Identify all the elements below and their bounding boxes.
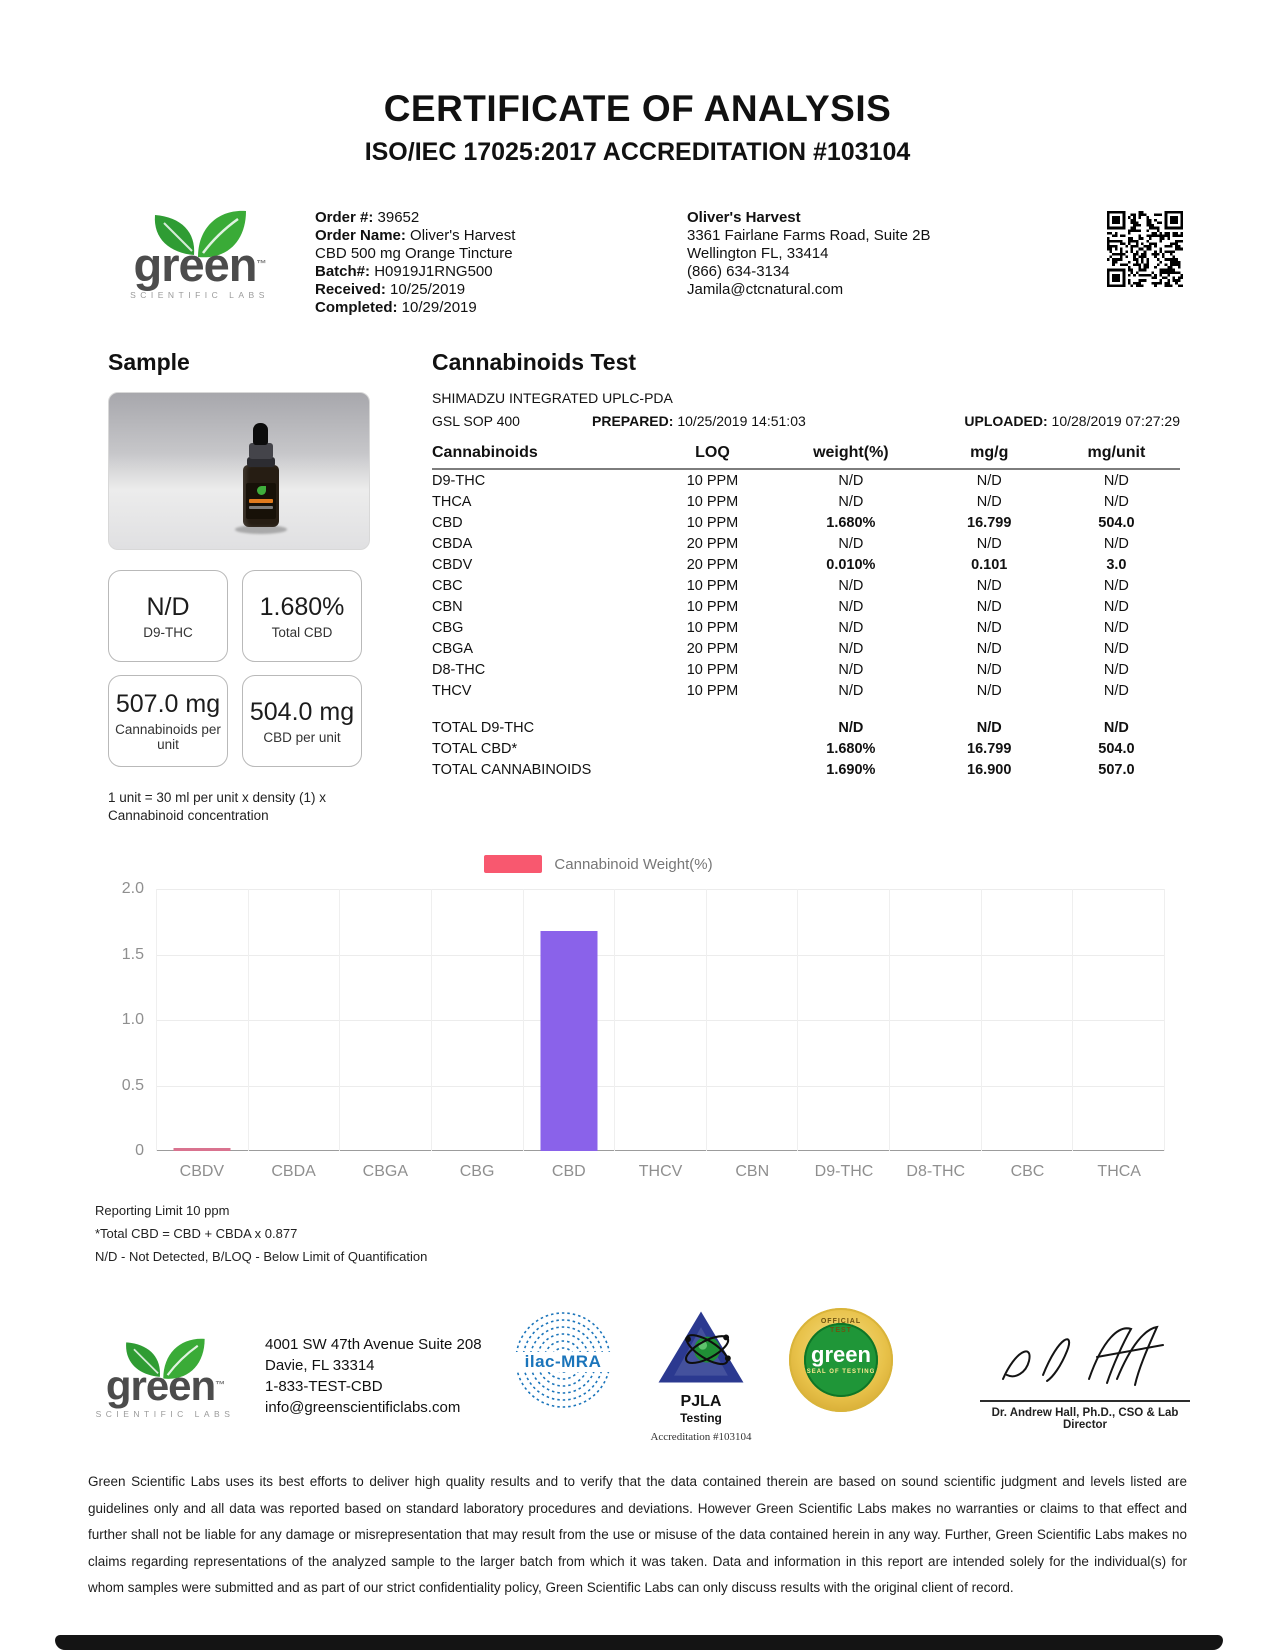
table-row: CBGA 20 PPM N/D N/D N/D <box>432 640 1129 657</box>
stat-cannabinoids-per-unit: 507.0 mg Cannabinoids per unit <box>108 675 228 767</box>
lab-email: info@greenscientificlabs.com <box>265 1398 461 1416</box>
legal-disclaimer: Green Scientific Labs uses its best efforts to deliver high quality results and to verify that the data contained therein are based on sound scientific judgment and levels listed are guidelines only and all data was reported based on standard laboratory procedures and deviations. However Green Scientific Labs makes no warranties or claims to that effect and further shall not be liable for any damage or misrepresentation that may result from the use or misuse of the data contained herein in any way. Further, Green Scientific Labs makes no claims regarding representations of the analyzed sample to the larger batch from which it was taken. Data and information in this report are intended solely for the individual(s) for whom samples were submitted and as part of our strict confidentiality policy, Green Scientific Labs can only discuss results with the original client of record. <box>88 1474 1187 1595</box>
chart-cell <box>523 889 615 1151</box>
table-row: THCV 10 PPM N/D N/D N/D <box>432 682 1129 699</box>
cannabinoid-table <box>432 441 1180 780</box>
green-scientific-labs-logo <box>112 203 287 300</box>
completed-date: Completed: 10/29/2019 <box>315 299 477 316</box>
chart-cell <box>614 889 706 1151</box>
received-date: Received: 10/25/2019 <box>315 281 466 298</box>
batch-number: Batch#: H0919J1RNG500 <box>315 263 493 280</box>
page-title: CERTIFICATE OF ANALYSIS <box>383 88 892 129</box>
legend-swatch <box>484 855 542 873</box>
ilac-mra-label: ilac-MRA <box>513 1352 613 1372</box>
instrument-name: SHIMADZU INTEGRATED UPLC-PDA <box>432 390 673 406</box>
table-row: CBN 10 PPM N/D N/D N/D <box>432 598 1129 615</box>
x-tick-label: D8-THC <box>906 1163 966 1180</box>
stat-d9-thc: N/D D9-THC <box>108 570 228 662</box>
sop-row <box>432 413 1180 429</box>
y-tick-label: 0.5 <box>121 1076 144 1094</box>
logo-subtext: SCIENTIFIC LABS <box>130 290 269 300</box>
logo-brand: green™ <box>105 1362 225 1409</box>
table-row: CBDV 20 PPM 0.010% 0.101 3.0 <box>432 556 1127 573</box>
bar-cbd <box>540 931 597 1151</box>
footnote-total-cbd-formula: *Total CBD = CBD + CBDA x 0.877 <box>95 1226 298 1241</box>
chart-y-axis <box>112 880 156 1159</box>
x-tick-label: CBC <box>1010 1163 1045 1180</box>
table-row: CBC 10 PPM N/D N/D N/D <box>432 577 1129 594</box>
page-subtitle: ISO/IEC 17025:2017 ACCREDITATION #103104 <box>364 138 911 166</box>
signature-icon <box>985 1321 1185 1393</box>
table-row: D9-THC 10 PPM N/D N/D N/D <box>432 472 1129 489</box>
y-tick-label: 2.0 <box>121 880 144 897</box>
pjla-label: PJLA <box>680 1393 722 1410</box>
pjla-logo <box>641 1308 761 1443</box>
table-row: CBD 10 PPM 1.680% 16.799 504.0 <box>432 514 1135 531</box>
total-row: TOTAL D9-THC N/D N/D N/D <box>432 719 1129 736</box>
main-content <box>108 349 1180 825</box>
order-name-line2: CBD 500 mg Orange Tincture <box>315 245 513 262</box>
sample-photo <box>108 392 370 550</box>
signer-name-title: Dr. Andrew Hall, Ph.D., CSO & Lab Director <box>980 1400 1190 1431</box>
table-row: CBG 10 PPM N/D N/D N/D <box>432 619 1129 636</box>
prepared-timestamp: PREPARED: 10/25/2019 14:51:03 <box>592 413 806 429</box>
logo-subtext: SCIENTIFIC LABS <box>95 1409 235 1419</box>
x-tick-label: THCV <box>638 1163 683 1180</box>
client-email: Jamila@ctcnatural.com <box>687 281 844 298</box>
y-tick-label: 0 <box>135 1142 144 1159</box>
chart-cell <box>889 889 981 1151</box>
legend-label: Cannabinoid Weight(%) <box>554 855 713 873</box>
unit-definition-note: 1 unit = 30 ml per unit x density (1) x Cannabinoid concentration <box>108 790 326 823</box>
result-stat-boxes <box>108 570 374 767</box>
chart-cell <box>706 889 798 1151</box>
seal-inner: green SEAL OF TESTING <box>804 1323 878 1397</box>
header-info-row <box>112 203 1183 317</box>
chart-cell <box>156 889 248 1151</box>
x-tick-label: CBDV <box>179 1163 225 1180</box>
order-info <box>315 203 615 317</box>
qr-code <box>1107 203 1183 292</box>
pjla-sublabel: Testing <box>680 1411 722 1425</box>
signature-block <box>980 1321 1190 1431</box>
chart-x-axis <box>156 1163 1165 1181</box>
client-address1: 3361 Fairlane Farms Road, Suite 2B <box>687 227 931 244</box>
tincture-bottle-image <box>241 423 281 535</box>
chart-footnotes <box>95 1199 1275 1268</box>
footnote-reporting-limit: Reporting Limit 10 ppm <box>95 1203 230 1218</box>
test-heading: Cannabinoids Test <box>432 349 637 375</box>
footer <box>85 1308 1190 1443</box>
client-phone: (866) 634-3134 <box>687 263 790 280</box>
order-name: Order Name: Oliver's Harvest <box>315 227 516 244</box>
green-scientific-labs-logo-footer <box>85 1332 245 1419</box>
cannabinoid-table-body <box>432 469 1180 701</box>
x-tick-label: D9-THC <box>814 1163 874 1180</box>
table-row: CBDA 20 PPM N/D N/D N/D <box>432 535 1129 552</box>
chart-cell <box>248 889 340 1151</box>
stat-cbd-per-unit: 504.0 mg CBD per unit <box>242 675 362 767</box>
client-address2: Wellington FL, 33414 <box>687 245 829 262</box>
x-tick-label: CBDA <box>271 1163 316 1180</box>
table-header: Cannabinoids LOQ weight(%) mg/g mg/unit <box>432 441 1180 469</box>
chart-cell <box>339 889 431 1151</box>
trademark-symbol: ™ <box>215 1380 225 1391</box>
trademark-symbol: ™ <box>256 259 266 270</box>
pjla-accreditation-number: Accreditation #103104 <box>650 1431 752 1443</box>
uploaded-timestamp: UPLOADED: 10/28/2019 07:27:29 <box>964 413 1180 429</box>
x-tick-label: CBN <box>735 1163 770 1180</box>
x-tick-label: THCA <box>1097 1163 1141 1180</box>
client-name: Oliver's Harvest <box>687 209 801 226</box>
stat-total-cbd: 1.680% Total CBD <box>242 570 362 662</box>
page-bottom-border <box>55 1635 1223 1650</box>
x-tick-label: CBD <box>551 1163 586 1180</box>
cannabinoids-test-section <box>432 349 1180 825</box>
logo-brand: green™ <box>133 238 266 291</box>
y-tick-label: 1.5 <box>121 945 144 963</box>
footnote-nd-definition: N/D - Not Detected, B/LOQ - Below Limit of Quantification <box>95 1249 428 1264</box>
table-row: THCA 10 PPM N/D N/D N/D <box>432 493 1129 510</box>
sample-heading: Sample <box>108 349 190 375</box>
y-tick-label: 1.0 <box>121 1011 144 1028</box>
order-number: Order #: 39652 <box>315 209 420 226</box>
sample-section <box>108 349 374 825</box>
chart-cell <box>797 889 889 1151</box>
bar-cbdv <box>174 1148 231 1151</box>
x-tick-label: CBGA <box>362 1163 408 1180</box>
ilac-mra-logo <box>513 1308 613 1417</box>
accreditation-logos <box>513 1308 893 1443</box>
chart-cell <box>981 889 1073 1151</box>
sop-number: GSL SOP 400 <box>432 413 520 429</box>
total-row: TOTAL CBD* 1.680% 16.799 504.0 <box>432 740 1135 757</box>
client-info <box>687 203 987 299</box>
chart-cell <box>431 889 523 1151</box>
chart-legend <box>72 855 1125 873</box>
cannabinoid-table-totals <box>432 701 1180 780</box>
table-row: D8-THC 10 PPM N/D N/D N/D <box>432 661 1129 678</box>
lab-address: 4001 SW 47th Avenue Suite 208 Davie, FL 33314 1-833-TEST-CBD info@greenscientificlabs.com <box>265 1334 505 1418</box>
x-tick-label: CBG <box>459 1163 495 1180</box>
total-row: TOTAL CANNABINOIDS 1.690% 16.900 507.0 <box>432 761 1135 778</box>
official-test-seal: OFFICIAL TEST green SEAL OF TESTING <box>789 1308 893 1412</box>
chart-plot-area <box>156 889 1165 1151</box>
cannabinoid-weight-chart <box>112 855 1165 1181</box>
chart-cell <box>1072 889 1165 1151</box>
